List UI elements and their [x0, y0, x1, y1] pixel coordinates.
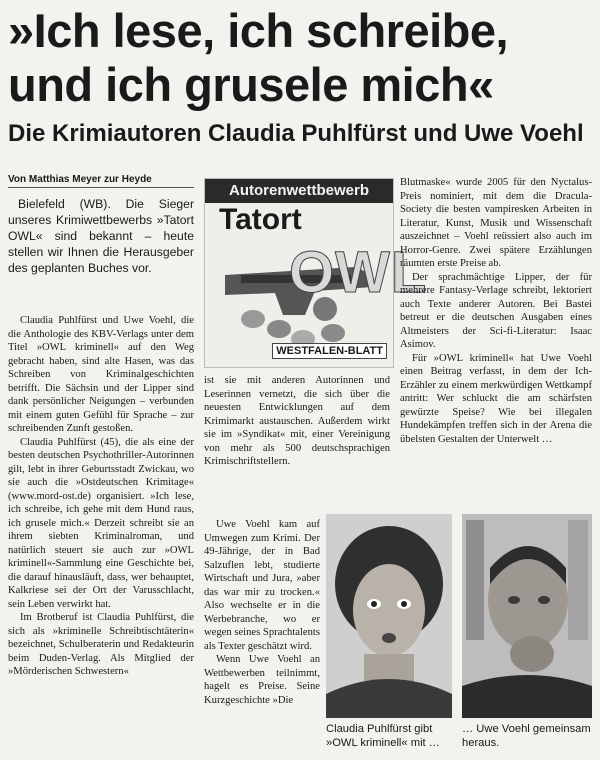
paragraph: ist sie mit anderen Autorinnen und Leserinnen vernetzt, die sich über die neuesten Entwicklungen auf dem Krimimarkt austauschen. Außerdem wirkt sie im »Syndikat« mit, einer Vereinigung von mehr als 500 deutschsprachigen Krimischriftstellern. — [204, 375, 390, 467]
article-column-3 — [400, 176, 592, 446]
paragraph: Claudia Puhlfürst und Uwe Voehl, die die Anthologie des KBV-Verlags unter dem Titel »OWL kriminell« auf den Weg gebracht haben, sind alte Hasen, was das Schreiben von Kriminalgeschichten betrifft. Die Sächsin und der Lipper sind dank persönlicher Neigungen – verbunden mit einem guten Gefühl für Sprache – zur schreibenden Zunft gestoßen. — [8, 315, 194, 434]
headline-line-1: »Ich lese, ich schreibe, — [8, 4, 509, 57]
logo-owl-word: OWL — [289, 240, 428, 305]
lead-paragraph: Bielefeld (WB). Die Sieger unseres Krimiwettbewerbs »Tatort OWL« sind bekannt – heute stellen wir Ihnen die Herausgeber des geplanten Buches vor. — [8, 197, 194, 275]
photo-uwe-voehl — [462, 514, 592, 718]
photo-caption-left: Claudia Puhlfürst gibt »OWL kriminell« mit … — [326, 723, 440, 749]
tatort-owl-logo — [204, 178, 428, 368]
logo-banner: Autorenwettbewerb — [205, 179, 393, 203]
subheadline: Die Krimiautoren Claudia Puhlfürst und Uwe Voehl — [8, 120, 584, 147]
paragraph: Für »OWL kriminell« hat Uwe Voehl einen Beitrag verfasst, in dem der Ich-Erzähler zu einem merkwürdigen Wettkampf antritt: Wer schluckt die am schärfsten gewürzte Speise? Wie bei illegalen Hundekämpfen treffen sich in der Arena die übelsten Gestalten der Unterwelt … — [400, 352, 592, 445]
paragraph: Blutmaske« wurde 2005 für den Nyctalus-Preis nominiert, mit dem die Dracula-Society die besten vampiresken Arbeiten in Literatur, Kunst, Musik und Wissenschaft auszeichnet – Voehl reüssiert also auch im Horror-Genre. Zwei spätere Erzählungen räumten erste Preise ab. — [400, 177, 592, 269]
photo-claudia-puhlfuerst — [326, 514, 452, 718]
article-column-2 — [204, 374, 390, 469]
headline — [8, 4, 596, 112]
westfalen-blatt-logo: WESTFALEN-BLATT — [272, 343, 387, 359]
paragraph: Uwe Voehl kam auf Umwegen zum Krimi. Der 49-Jährige, der in Bad Salzuflen lebt, studierte Wirtschaft und Jura, »aber das war mir zu trocken.« Also wechselte er in die Werbebranche, wo er wegen seines Sprachtalents als Texter geschätzt wird. — [204, 519, 320, 652]
article-column-2-lower — [204, 518, 320, 707]
paragraph: Im Brotberuf ist Claudia Puhlfürst, die sich als »kriminelle Schreibtischtäterin« bezeichnet, Schulberaterin und Redakteurin beim Duden-Verlag. Als Mitglied der »Mörderischen Schwestern« — [8, 612, 194, 677]
paragraph: Wenn Uwe Voehl an Wettbewerben teilnimmt, hagelt es Preise. Seine Kurzgeschichte »Die — [204, 654, 320, 706]
paragraph: Der sprachmächtige Lipper, der für mehrere Fantasy-Verlage schreibt, lektoriert auch Texte anderer Autoren. Bei Bastei betreut er die deutschen Ausgaben eines Altmeisters der Sci-fi-Literatur: Isaac Asimov. — [400, 271, 592, 350]
headline-line-2: und ich grusele mich« — [8, 58, 494, 111]
logo-tatort-word: Tatort — [219, 203, 302, 236]
article-column-1 — [8, 314, 194, 679]
photo-caption-right: … Uwe Voehl gemeinsam heraus. — [462, 723, 591, 749]
paragraph: Claudia Puhlfürst (45), die als eine der besten deutschen Psychothriller-Autorinnen gilt, lebt in ihrer Geburtsstadt Zwickau, wo sie auch die »Ostdeutschen Krimitage« (www.mord-ost.de) organisiert. »Ich lese, ich schreibe, ich gehe mit dem Hund raus, ich grusele mich.« Derzeit schreibt sie an ihrem siebten Kriminalroman, und natürlich steuert sie auch zur »OWL kriminell«-Sammlung eine Geschichte bei, die darauf hinausläuft, dass, wer behauptet, Kalkriese sei der Ort der Varusschlacht, sein Leben verwirkt hat. — [8, 436, 194, 610]
byline: Von Matthias Meyer zur Heyde — [8, 174, 194, 188]
